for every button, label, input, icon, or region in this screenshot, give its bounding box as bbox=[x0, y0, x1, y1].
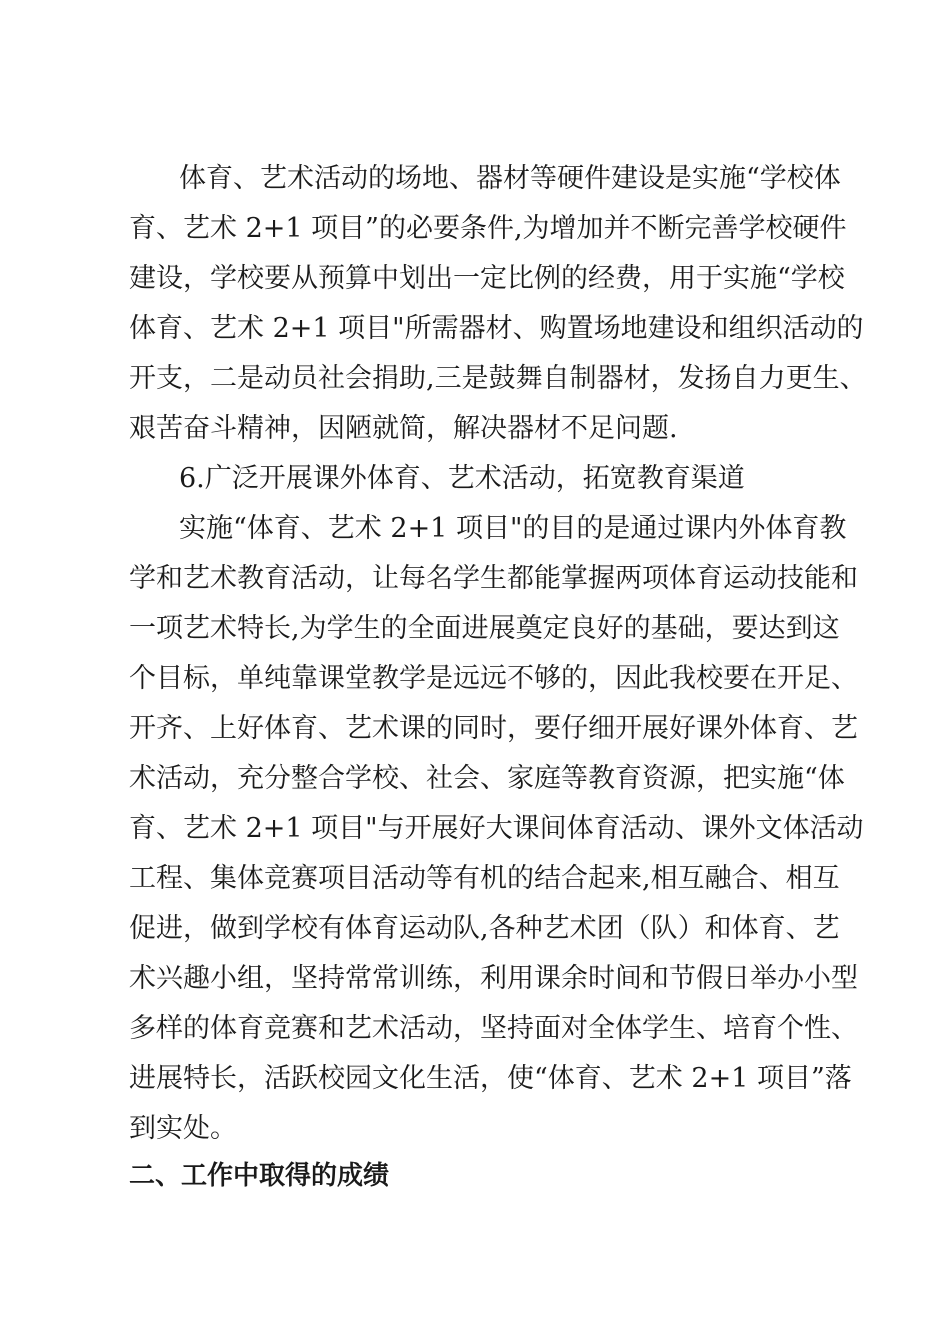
text-line: 进展特长，活跃校园文化生活，使“体育、艺术 2+1 项目”落 bbox=[129, 1063, 852, 1094]
text-line: 到实处。 bbox=[129, 1113, 237, 1144]
text-line: 体育、艺术 2+1 项目"所需器材、购置场地建设和组织活动的 bbox=[129, 313, 864, 344]
text-line: 学和艺术教育活动，让每名学生都能掌握两项体育运动技能和 bbox=[129, 563, 858, 594]
text-line: 促进，做到学校有体育运动队,各种艺术团（队）和体育、艺 bbox=[129, 913, 840, 944]
text-line: 艰苦奋斗精神，因陋就简，解决器材不足问题. bbox=[129, 413, 678, 444]
text-line: 个目标，单纯靠课堂教学是远远不够的，因此我校要在开足、 bbox=[129, 663, 858, 694]
text-line: 开支，二是动员社会捐助,三是鼓舞自制器材，发扬自力更生、 bbox=[129, 363, 867, 394]
text-line: 建设，学校要从预算中划出一定比例的经费，用于实施“学校 bbox=[129, 263, 845, 294]
text-line: 育、艺术 2+1 项目"与开展好大课间体育活动、课外文体活动 bbox=[129, 813, 864, 844]
section-2-heading: 二、工作中取得的成绩 bbox=[129, 1161, 390, 1191]
text-line: 术兴趣小组，坚持常常训练，利用课余时间和节假日举办小型 bbox=[129, 963, 858, 994]
text-line: 实施“体育、艺术 2+1 项目"的目的是通过课内外体育教 bbox=[179, 513, 847, 544]
text-line: 育、艺术 2+1 项目”的必要条件,为增加并不断完善学校硬件 bbox=[129, 213, 847, 244]
text-line: 多样的体育竞赛和艺术活动，坚持面对全体学生、培育个性、 bbox=[129, 1013, 858, 1044]
text-line: 一项艺术特长,为学生的全面进展奠定良好的基础，要达到这 bbox=[129, 613, 840, 644]
text-line: 体育、艺术活动的场地、器材等硬件建设是实施“学校体 bbox=[179, 163, 841, 194]
text-line: 术活动，充分整合学校、社会、家庭等教育资源，把实施“体 bbox=[129, 763, 845, 794]
text-line: 工程、集体竞赛项目活动等有机的结合起来,相互融合、相互 bbox=[129, 863, 840, 894]
item-6-title: 6.广泛开展课外体育、艺术活动，拓宽教育渠道 bbox=[179, 463, 745, 494]
text-line: 开齐、上好体育、艺术课的同时，要仔细开展好课外体育、艺 bbox=[129, 713, 858, 744]
